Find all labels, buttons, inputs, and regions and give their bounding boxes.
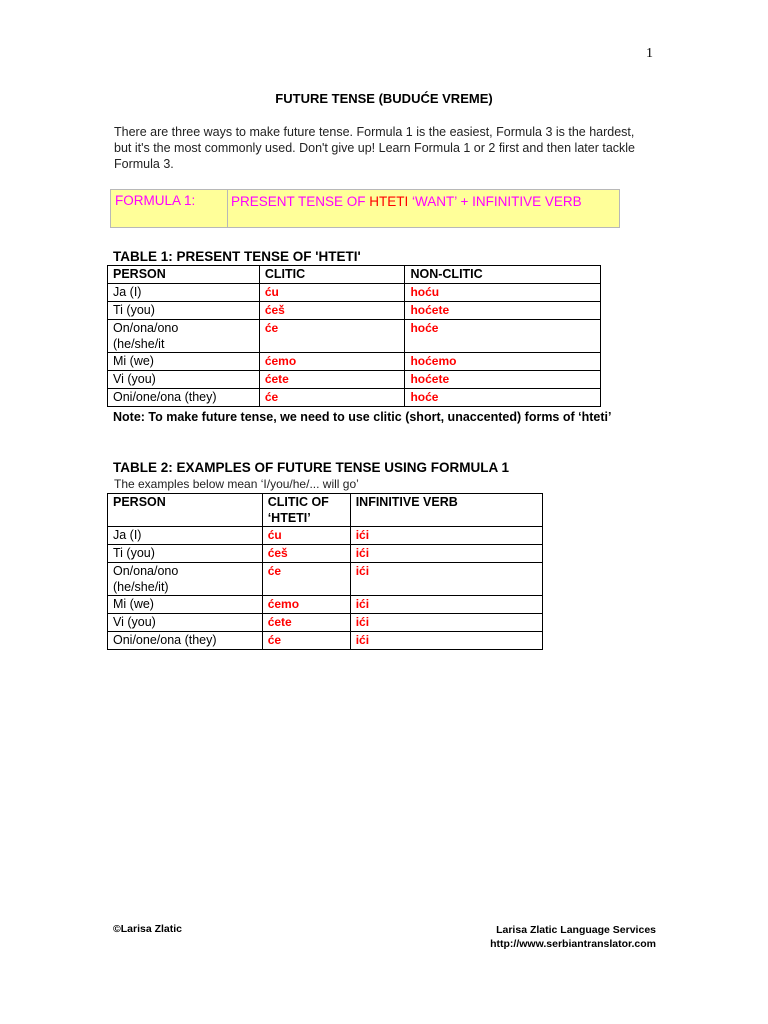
non-clitic-cell: hoćete xyxy=(405,371,601,389)
table-row xyxy=(108,563,543,596)
table2-subtitle: The examples below mean ‘I/you/he/... will go’ xyxy=(114,477,359,491)
clitic-cell: će xyxy=(262,563,350,596)
person-cell: Ti (you) xyxy=(108,545,263,563)
table-row xyxy=(108,284,601,302)
page-number: 1 xyxy=(646,46,653,61)
footer-credits xyxy=(490,923,656,951)
clitic-cell: će xyxy=(259,320,405,353)
formula-text xyxy=(231,193,603,210)
clitic-cell: ćemo xyxy=(262,596,350,614)
table2 xyxy=(107,493,543,650)
table-row xyxy=(108,527,543,545)
intro-paragraph: There are three ways to make future tense. Formula 1 is the easiest, Formula 3 is the hardest, but it's the most commonly used. Don't give up! Learn Formula 1 or 2 first and then later tackle Formula 3. xyxy=(114,125,635,171)
person-cell: Oni/one/ona (they) xyxy=(108,389,260,407)
clitic-cell: ćemo xyxy=(259,353,405,371)
non-clitic-cell: hoćete xyxy=(405,302,601,320)
formula-text-before: PRESENT TENSE OF xyxy=(231,194,370,209)
clitic-cell: ću xyxy=(259,284,405,302)
person-cell: Mi (we) xyxy=(108,353,260,371)
header-cell-person: PERSON xyxy=(108,494,263,527)
non-clitic-cell: hoće xyxy=(405,320,601,353)
non-clitic-cell: hoćemo xyxy=(405,353,601,371)
note-text: Note: To make future tense, we need to use clitic (short, unaccented) forms of ‘hteti’ xyxy=(113,410,612,424)
table-row xyxy=(108,371,601,389)
clitic-cell: ćete xyxy=(262,614,350,632)
table-header-row xyxy=(108,494,543,527)
person-cell: Ja (I) xyxy=(108,527,263,545)
header-cell-person: PERSON xyxy=(108,266,260,284)
clitic-cell: ćeš xyxy=(259,302,405,320)
infinitive-cell: ići xyxy=(350,596,542,614)
formula-divider xyxy=(227,190,228,227)
clitic-cell: ćeš xyxy=(262,545,350,563)
formula-box xyxy=(110,189,620,228)
non-clitic-cell: hoću xyxy=(405,284,601,302)
infinitive-cell: ići xyxy=(350,632,542,650)
person-cell: Vi (you) xyxy=(108,614,263,632)
person-cell: Oni/one/ona (they) xyxy=(108,632,263,650)
page-title: FUTURE TENSE (BUDUĆE VREME) xyxy=(275,91,493,106)
header-cell-clitic: CLITIC xyxy=(259,266,405,284)
footer-url: http://www.serbiantranslator.com xyxy=(490,938,656,950)
person-cell: Vi (you) xyxy=(108,371,260,389)
table-row xyxy=(108,614,543,632)
table-row xyxy=(108,353,601,371)
person-cell: Ti (you) xyxy=(108,302,260,320)
person-cell-text: On/ona/ono (he/she/it) xyxy=(113,564,179,594)
header-cell-clitic-text: CLITIC OF ‘HTETI’ xyxy=(267,495,329,525)
non-clitic-cell: hoće xyxy=(405,389,601,407)
header-cell-infinitive: INFINITIVE VERB xyxy=(350,494,542,527)
formula-highlight: HTETI xyxy=(369,194,409,209)
clitic-cell: ćete xyxy=(259,371,405,389)
table-row xyxy=(108,596,543,614)
footer-copyright: ©Larisa Zlatic xyxy=(113,923,183,935)
table-row xyxy=(108,302,601,320)
person-cell xyxy=(108,320,260,353)
clitic-cell: će xyxy=(262,632,350,650)
person-cell: Mi (we) xyxy=(108,596,263,614)
table1-title: TABLE 1: PRESENT TENSE OF 'HTETI' xyxy=(113,249,361,264)
header-cell-non-clitic: NON-CLITIC xyxy=(405,266,601,284)
infinitive-cell: ići xyxy=(350,563,542,596)
table-row xyxy=(108,545,543,563)
table2-title: TABLE 2: EXAMPLES OF FUTURE TENSE USING FORMULA 1 xyxy=(113,460,510,475)
table-header-row xyxy=(108,266,601,284)
person-cell xyxy=(108,563,263,596)
header-cell-clitic xyxy=(262,494,350,527)
infinitive-cell: ići xyxy=(350,614,542,632)
infinitive-cell: ići xyxy=(350,545,542,563)
table-row xyxy=(108,632,543,650)
formula-label: FORMULA 1: xyxy=(115,193,196,208)
infinitive-cell: ići xyxy=(350,527,542,545)
clitic-cell: će xyxy=(259,389,405,407)
table-row xyxy=(108,320,601,353)
table-row xyxy=(108,389,601,407)
person-cell: Ja (I) xyxy=(108,284,260,302)
clitic-cell: ću xyxy=(262,527,350,545)
person-cell-text: On/ona/ono (he/she/it xyxy=(113,321,179,351)
table1 xyxy=(107,265,601,407)
formula-text-after: ‘WANT’ + INFINITIVE VERB xyxy=(408,194,582,209)
footer-company: Larisa Zlatic Language Services xyxy=(496,924,656,936)
